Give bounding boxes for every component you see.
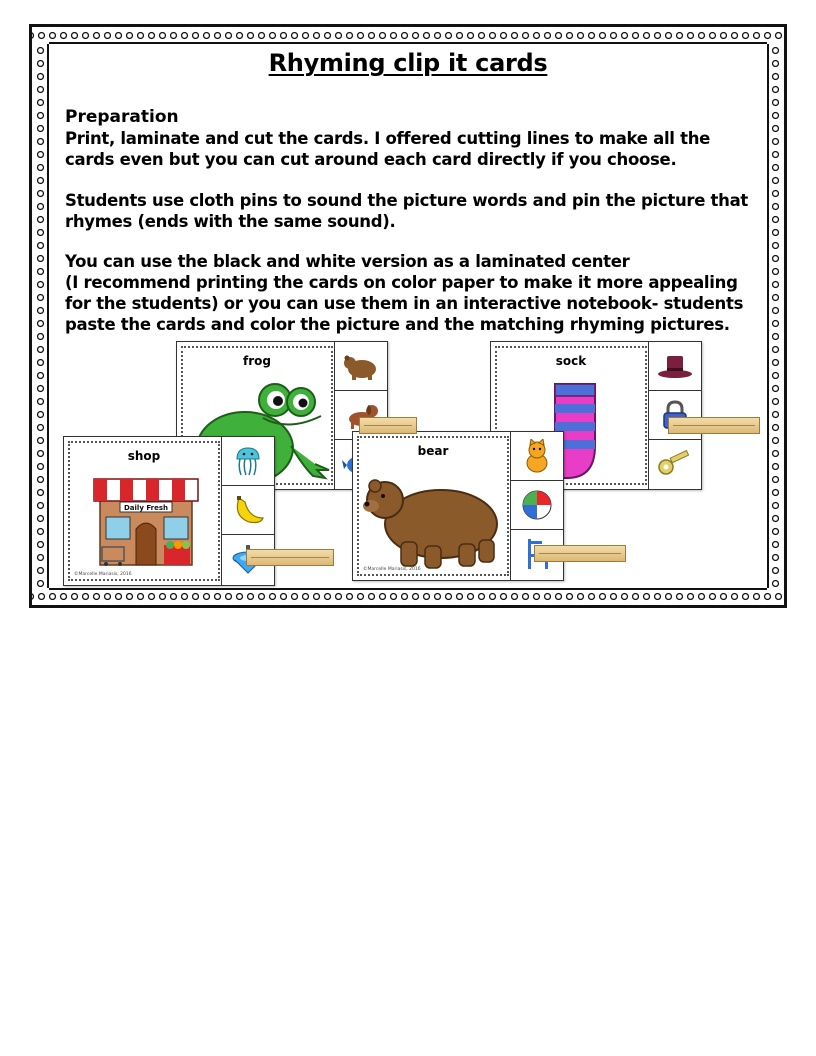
copyright-text: ©Marcelle Mariasis, 2016 [74,572,132,577]
paragraph-students [65,190,748,232]
paragraph-versions [65,251,743,335]
option-cell[interactable] [649,342,701,391]
banana-icon [229,494,267,526]
dotted-border-top [32,27,784,44]
paragraph-preparation [65,128,710,170]
hat-icon [656,351,694,381]
option-cell[interactable] [335,342,387,391]
copyright-text: ©Marcelle Mariasis, 2016 [363,567,421,572]
option-cell[interactable] [222,437,274,486]
card-word: sock [555,354,587,368]
paragraph-line: cards even but you can cut around each card directly if you choose. [65,150,677,169]
paragraph-line: Students use cloth pins to sound the picture words and pin the picture that [65,191,749,210]
shop-icon [70,465,220,575]
dotted-border-left [32,44,49,588]
cat-icon [518,439,556,473]
clothespin-frog[interactable] [359,417,417,434]
jellyfish-icon [229,445,267,477]
page-border-frame [29,24,787,608]
bear-card [352,431,564,581]
ball-icon [518,488,556,522]
paragraph-line: paste the cards and color the picture and the matching rhyming pictures. [65,315,730,334]
clothespin-bear[interactable] [534,545,626,562]
shop-sign-text: Daily Fresh [123,504,169,512]
option-cell[interactable] [649,440,701,486]
paragraph-line: You can use the black and white version as a laminated center [65,252,630,271]
shop-card [63,436,275,586]
option-cell[interactable] [511,481,563,530]
paragraph-line: (I recommend printing the cards on color paper to make it more appealing [65,273,738,292]
option-cell[interactable] [511,432,563,481]
clothespin-shop[interactable] [246,549,334,566]
paragraph-line: rhymes (ends with the same sound). [65,212,396,231]
paragraph-line: Print, laminate and cut the cards. I offered cutting lines to make all the [65,129,711,148]
option-cell[interactable] [222,486,274,535]
preparation-heading: Preparation [65,107,179,127]
key-icon [656,448,694,478]
bear-icon [359,462,509,572]
clothespin-sock[interactable] [668,417,760,434]
card-word: bear [417,444,449,458]
card-word: frog [243,354,271,368]
dotted-border-bottom [32,588,784,605]
bear-card-main [357,436,509,576]
paragraph-line: for the students) or you can use them in an interactive notebook- students [65,294,744,313]
shop-card-main [68,441,220,581]
dotted-border-right [767,44,784,588]
sock-card-options [648,342,701,489]
page-title: Rhyming clip it cards [268,49,548,77]
card-word: shop [127,449,161,463]
bear-icon [342,351,380,381]
